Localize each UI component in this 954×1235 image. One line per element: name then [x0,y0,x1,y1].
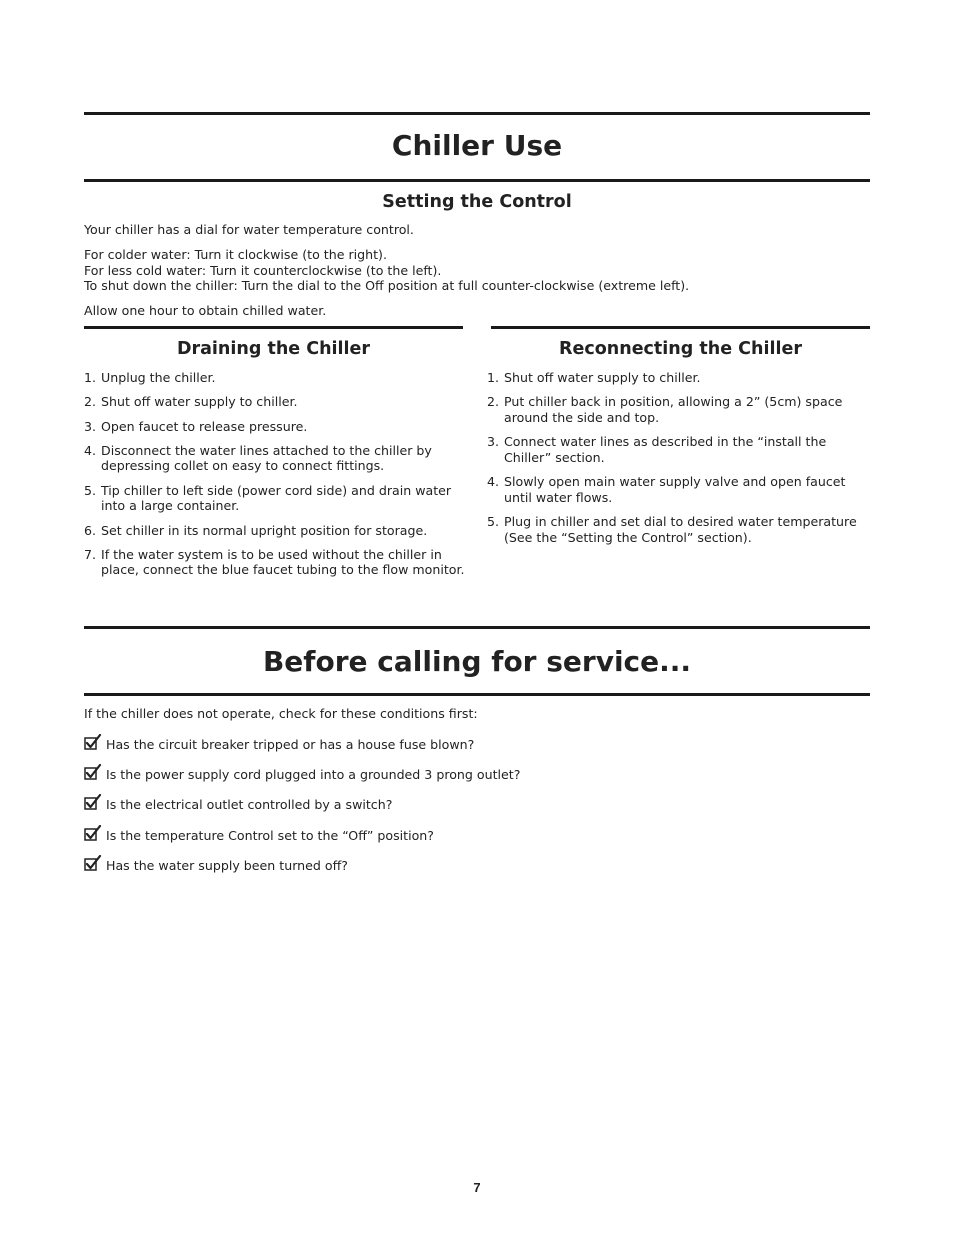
step-number: 1. [487,370,500,385]
step-number: 2. [487,394,500,410]
check-label: Has the circuit breaker tripped or has a house fuse blown? [106,737,475,752]
check-label: Is the power supply cord plugged into a grounded 3 prong outlet? [106,767,521,782]
setting-control-line: For colder water: Turn it clockwise (to the right). [84,247,387,262]
chiller-use-title: Chiller Use [391,129,563,162]
step-text: Tip chiller to left side (power cord side) and drain water into a large container. [101,482,452,514]
draining-step [84,443,469,474]
reconnecting-steps [487,370,870,554]
setting-control-line: To shut down the chiller: Turn the dial to the Off position at full counter-clockwise (extreme left). [84,278,690,293]
draining-rule [84,326,463,329]
step-text: Set chiller in its normal upright position for storage. [101,522,428,538]
check-label: Is the electrical outlet controlled by a switch? [106,797,393,812]
draining-heading: Draining the Chiller [176,339,371,359]
step-text: Shut off water supply to chiller. [101,394,298,410]
reconnecting-step [487,370,870,386]
service-title: Before calling for service... [262,645,692,678]
draining-steps [84,370,469,587]
draining-step [84,394,469,410]
title-rule [84,179,870,182]
step-text: Disconnect the water lines attached to the chiller by depressing collet on easy to connect fittings. [101,442,432,474]
reconnecting-step [487,514,870,545]
service-intro: If the chiller does not operate, check for these conditions first: [84,706,478,721]
step-text: Shut off water supply to chiller. [504,370,701,385]
step-number: 4. [487,474,500,490]
step-number: 3. [84,418,97,434]
setting-control-note: Allow one hour to obtain chilled water. [84,303,327,318]
step-number: 4. [84,442,97,458]
draining-step [84,523,469,539]
setting-control-line: For less cold water: Turn it counterclockwise (to the left). [84,263,442,278]
checkbox-checked-icon [84,734,102,752]
check-label: Is the temperature Control set to the “Off” position? [106,828,434,843]
step-text: Open faucet to release pressure. [101,418,308,434]
checkbox-checked-icon [84,764,102,782]
reconnecting-step [487,394,870,425]
step-text: Slowly open main water supply valve and open faucet until water flows. [504,474,846,505]
service-title-rule [84,693,870,696]
step-number: 5. [487,513,500,529]
step-number: 6. [84,522,97,538]
draining-step [84,547,469,578]
step-number: 1. [84,370,97,385]
setting-control-intro: Your chiller has a dial for water temperature control. [84,222,414,237]
step-number: 7. [84,546,97,562]
reconnecting-step [487,474,870,505]
checkbox-checked-icon [84,794,102,812]
check-label: Has the water supply been turned off? [106,858,348,873]
step-text: Unplug the chiller. [101,370,216,385]
step-text: Put chiller back in position, allowing a 2” (5cm) space around the side and top. [504,394,843,425]
service-top-rule [84,626,870,629]
checkbox-checked-icon [84,825,102,843]
step-text: If the water system is to be used without the chiller in place, connect the blue faucet tubing to the flow monitor. [101,546,465,578]
draining-step [84,483,469,514]
draining-step [84,370,469,386]
step-number: 2. [84,394,97,410]
reconnecting-step [487,434,870,465]
step-number: 3. [487,434,500,450]
step-text: Plug in chiller and set dial to desired water temperature (See the “Setting the Control” section). [504,513,857,545]
setting-control-heading: Setting the Control [382,192,572,212]
draining-step [84,419,469,435]
reconnecting-rule [491,326,870,329]
reconnecting-heading: Reconnecting the Chiller [559,339,802,359]
top-rule [84,112,870,115]
checkbox-checked-icon [84,855,102,873]
page-number: 7 [473,1180,481,1195]
step-text: Connect water lines as described in the “install the Chiller” section. [504,434,827,465]
step-number: 5. [84,482,97,498]
